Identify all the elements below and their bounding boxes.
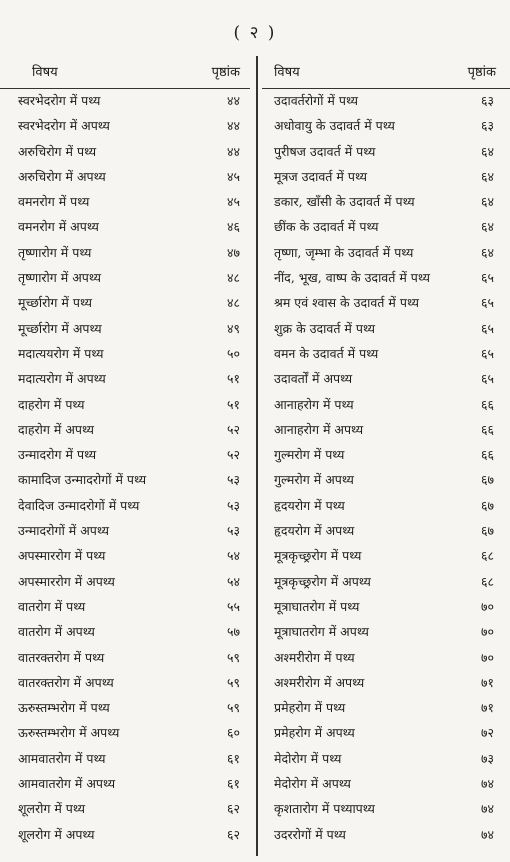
- toc-entry: [0, 189, 250, 214]
- entry-page-number: ६५: [480, 345, 494, 361]
- toc-entry: [262, 139, 510, 164]
- entry-page-number: ६६: [480, 421, 494, 437]
- entry-subject: वमन के उदावर्त में पथ्य: [274, 345, 379, 361]
- entry-page-number: ४४: [226, 118, 240, 134]
- entry-subject: तृष्णारोग में अपथ्य: [18, 270, 101, 286]
- toc-entry: [0, 720, 250, 745]
- entry-page-number: ४९: [226, 320, 240, 336]
- entry-subject: मेदोरोग में अपथ्य: [274, 776, 351, 792]
- entry-subject: मूत्राघातरोग में अपथ्य: [274, 624, 369, 640]
- entry-page-number: ६५: [480, 295, 494, 311]
- toc-entry: [262, 670, 510, 695]
- toc-entry: [262, 113, 510, 138]
- entry-subject: मदात्यरोग में अपथ्य: [18, 371, 106, 387]
- toc-entry: [262, 88, 510, 113]
- entry-subject: अश्मरीरोग में अपथ्य: [274, 674, 365, 690]
- toc-entry: [0, 139, 250, 164]
- entry-page-number: ५२: [226, 421, 240, 437]
- toc-entry: [0, 366, 250, 391]
- entry-subject: उन्मादरोग में पथ्य: [18, 447, 97, 463]
- toc-entry: [0, 164, 250, 189]
- entry-page-number: ६७: [480, 497, 494, 513]
- entry-page-number: ७४: [480, 826, 494, 842]
- entry-subject: कृशतारोग में पथ्यापथ्य: [274, 801, 375, 817]
- entry-subject: उदावर्तों में अपथ्य: [274, 371, 353, 387]
- entry-subject: उदररोगों में पथ्य: [274, 826, 346, 842]
- entry-subject: मूत्रकृच्छ्ररोग में अपथ्य: [274, 573, 371, 589]
- entry-page-number: ५३: [226, 523, 240, 539]
- toc-entry: [262, 265, 510, 290]
- entry-page-number: ५९: [226, 674, 240, 690]
- entry-page-number: ६७: [480, 472, 494, 488]
- toc-entry: [0, 822, 250, 847]
- entry-subject: तृष्णा, जृम्भा के उदावर्त में पथ्य: [274, 244, 414, 260]
- entry-page-number: ६५: [480, 371, 494, 387]
- toc-entry: [0, 341, 250, 366]
- entry-subject: तृष्णारोग में पथ्य: [18, 244, 92, 260]
- entry-page-number: ७४: [480, 801, 494, 817]
- toc-entry: [262, 214, 510, 239]
- toc-entry: [262, 290, 510, 315]
- toc-entry: [262, 746, 510, 771]
- entry-subject: अधोवायु के उदावर्त में पथ्य: [274, 118, 395, 134]
- toc-entry: [262, 695, 510, 720]
- toc-entry: [262, 442, 510, 467]
- toc-entry: [0, 518, 250, 543]
- entry-subject: हृदयरोग में पथ्य: [274, 497, 345, 513]
- left-column: [0, 56, 250, 856]
- entry-subject: वातरोग में पथ्य: [18, 598, 86, 614]
- toc-entry: [0, 88, 250, 113]
- entry-subject: शूलरोग में अपथ्य: [18, 826, 95, 842]
- toc-entry: [262, 543, 510, 568]
- toc-entry: [262, 720, 510, 745]
- page-heading: पृष्ठांक: [211, 65, 240, 80]
- entry-subject: अश्मरीरोग में पथ्य: [274, 649, 355, 665]
- entry-subject: दाहरोग में अपथ्य: [18, 421, 95, 437]
- entry-page-number: ७२: [480, 725, 494, 741]
- toc-entry: [262, 316, 510, 341]
- toc-entry: [0, 594, 250, 619]
- toc-entry: [262, 645, 510, 670]
- entry-page-number: ४४: [226, 143, 240, 159]
- entry-page-number: ६४: [480, 168, 494, 184]
- subject-heading: विषय: [274, 65, 300, 80]
- entry-page-number: ५३: [226, 472, 240, 488]
- entry-page-number: ६५: [480, 320, 494, 336]
- entry-page-number: ५२: [226, 447, 240, 463]
- entry-page-number: ६२: [226, 826, 240, 842]
- entry-page-number: ४६: [226, 219, 240, 235]
- toc-entry: [0, 392, 250, 417]
- entry-subject: आमवातरोग में अपथ्य: [18, 776, 116, 792]
- toc-entry: [0, 771, 250, 796]
- entry-page-number: ७१: [480, 700, 494, 716]
- toc-entry: [262, 594, 510, 619]
- page-number: ( २ ): [233, 23, 277, 43]
- entry-page-number: ६१: [226, 750, 240, 766]
- entry-page-number: ५१: [226, 371, 240, 387]
- entry-subject: मूर्च्छारोग में पथ्य: [18, 295, 93, 311]
- entry-subject: आनाहरोग में पथ्य: [274, 396, 354, 412]
- toc-entry: [262, 392, 510, 417]
- entry-page-number: ६७: [480, 523, 494, 539]
- toc-entry: [262, 240, 510, 265]
- entry-page-number: ७०: [480, 624, 494, 640]
- toc-entry: [262, 417, 510, 442]
- toc-entry: [262, 366, 510, 391]
- toc-entry: [0, 796, 250, 821]
- toc-entry: [0, 316, 250, 341]
- entry-subject: छींक के उदावर्त में पथ्य: [274, 219, 379, 235]
- entry-subject: मेदोरोग में पथ्य: [274, 750, 342, 766]
- toc-entry: [0, 113, 250, 138]
- toc-entry: [0, 442, 250, 467]
- entry-page-number: ५४: [226, 573, 240, 589]
- entry-subject: अरुचिरोग में पथ्य: [18, 143, 97, 159]
- entry-page-number: ६६: [480, 396, 494, 412]
- entry-subject: शूलरोग में पथ्य: [18, 801, 85, 817]
- right-column: [262, 56, 510, 856]
- entry-page-number: ५९: [226, 649, 240, 665]
- entry-subject: मूर्च्छारोग में अपथ्य: [18, 320, 102, 336]
- left-column-header: [0, 56, 250, 89]
- toc-entry: [262, 796, 510, 821]
- entry-subject: स्वरभेदरोग में अपथ्य: [18, 118, 110, 134]
- toc-entry: [262, 493, 510, 518]
- toc-entry: [0, 543, 250, 568]
- entry-subject: मूत्रज उदावर्त में पथ्य: [274, 168, 368, 184]
- entry-page-number: ५४: [226, 548, 240, 564]
- entry-subject: नींद, भूख, वाष्प के उदावर्त में पथ्य: [274, 270, 430, 286]
- toc-entry: [0, 417, 250, 442]
- entry-subject: स्वरभेदरोग में पथ्य: [18, 93, 101, 108]
- entry-page-number: ४८: [226, 270, 240, 286]
- entry-subject: अरुचिरोग में अपथ्य: [18, 168, 106, 184]
- entry-page-number: ४५: [226, 168, 240, 184]
- toc-entry: [0, 746, 250, 771]
- toc-entry: [0, 290, 250, 315]
- entry-subject: दाहरोग में पथ्य: [18, 396, 85, 412]
- entry-subject: वातरक्तरोग में अपथ्य: [18, 674, 114, 690]
- entry-subject: श्रम एवं श्वास के उदावर्त में पथ्य: [274, 295, 420, 311]
- entry-subject: मूत्रकृच्छ्ररोग में पथ्य: [274, 548, 362, 564]
- entry-page-number: ५९: [226, 700, 240, 716]
- entry-subject: ऊरुस्तम्भरोग में अपथ्य: [18, 725, 120, 741]
- entry-page-number: ६०: [226, 725, 240, 741]
- right-rows: [262, 88, 510, 847]
- entry-page-number: ७०: [480, 649, 494, 665]
- entry-subject: वातरोग में अपथ्य: [18, 624, 95, 640]
- toc-entry: [262, 341, 510, 366]
- toc-entry: [0, 695, 250, 720]
- entry-subject: गुल्मरोग में पथ्य: [274, 447, 345, 463]
- entry-page-number: ५५: [226, 598, 240, 614]
- subject-heading: विषय: [32, 65, 58, 80]
- entry-subject: उदावर्तरोगों में पथ्य: [274, 93, 359, 108]
- entry-subject: वमनरोग में अपथ्य: [18, 219, 99, 235]
- entry-page-number: ६८: [480, 573, 494, 589]
- entry-subject: शुक्र के उदावर्त में पथ्य: [274, 320, 376, 336]
- entry-subject: ऊरुस्तम्भरोग में पथ्य: [18, 700, 110, 716]
- entry-page-number: ७३: [480, 750, 494, 766]
- toc-entry: [0, 467, 250, 492]
- entry-page-number: ६३: [480, 93, 494, 108]
- left-rows: [0, 88, 250, 847]
- entry-subject: मदात्ययरोग में पथ्य: [18, 345, 104, 361]
- entry-subject: वमनरोग में पथ्य: [18, 194, 90, 210]
- entry-subject: हृदयरोग में अपथ्य: [274, 523, 355, 539]
- toc-entry: [0, 265, 250, 290]
- entry-page-number: ४८: [226, 295, 240, 311]
- toc-entry: [262, 619, 510, 644]
- entry-page-number: ७४: [480, 776, 494, 792]
- toc-entry: [262, 569, 510, 594]
- entry-page-number: ६१: [226, 776, 240, 792]
- entry-page-number: ६४: [480, 143, 494, 159]
- entry-subject: प्रमेहरोग में अपथ्य: [274, 725, 355, 741]
- entry-subject: आनाहरोग में अपथ्य: [274, 421, 364, 437]
- toc-entry: [0, 670, 250, 695]
- entry-page-number: ५७: [226, 624, 240, 640]
- entry-page-number: ४४: [226, 93, 240, 108]
- entry-subject: उन्मादरोगों में अपथ्य: [18, 523, 109, 539]
- right-column-header: [262, 56, 510, 89]
- entry-subject: डकार, खाँसी के उदावर्त में पथ्य: [274, 194, 415, 210]
- entry-subject: पुरीषज उदावर्त में पथ्य: [274, 143, 376, 159]
- toc-entry: [262, 164, 510, 189]
- toc-entry: [0, 240, 250, 265]
- entry-subject: देवादिज उन्मादरोगों में पथ्य: [18, 497, 140, 513]
- entry-page-number: ६४: [480, 194, 494, 210]
- entry-page-number: ६६: [480, 447, 494, 463]
- entry-subject: अपस्माररोग में अपथ्य: [18, 573, 115, 589]
- entry-subject: कामादिज उन्मादरोगों में पथ्य: [18, 472, 147, 488]
- toc-entry: [262, 518, 510, 543]
- entry-page-number: ६३: [480, 118, 494, 134]
- toc-entry: [262, 189, 510, 214]
- entry-page-number: ५१: [226, 396, 240, 412]
- entry-page-number: ५०: [226, 345, 240, 361]
- entry-page-number: ६५: [480, 270, 494, 286]
- entry-page-number: ५३: [226, 497, 240, 513]
- toc-entry: [262, 771, 510, 796]
- entry-page-number: ७०: [480, 598, 494, 614]
- page-heading: पृष्ठांक: [467, 65, 496, 80]
- entry-subject: गुल्मरोग में अपथ्य: [274, 472, 354, 488]
- entry-subject: मूत्राघातरोग में पथ्य: [274, 598, 360, 614]
- toc-entry: [262, 822, 510, 847]
- entry-page-number: ७१: [480, 674, 494, 690]
- entry-page-number: ४७: [226, 244, 240, 260]
- toc-entry: [0, 493, 250, 518]
- entry-page-number: ६४: [480, 219, 494, 235]
- entry-page-number: ६४: [480, 244, 494, 260]
- entry-subject: आमवातरोग में पथ्य: [18, 750, 106, 766]
- entry-subject: अपस्माररोग में पथ्य: [18, 548, 106, 564]
- entry-page-number: ४५: [226, 194, 240, 210]
- toc-entry: [0, 619, 250, 644]
- entry-subject: वातरक्तरोग में पथ्य: [18, 649, 105, 665]
- toc-entry: [0, 645, 250, 670]
- toc-entry: [0, 214, 250, 239]
- toc-entry: [0, 569, 250, 594]
- entry-page-number: ६८: [480, 548, 494, 564]
- entry-page-number: ६२: [226, 801, 240, 817]
- entry-subject: प्रमेहरोग में पथ्य: [274, 700, 346, 716]
- column-divider: [256, 56, 258, 856]
- toc-entry: [262, 467, 510, 492]
